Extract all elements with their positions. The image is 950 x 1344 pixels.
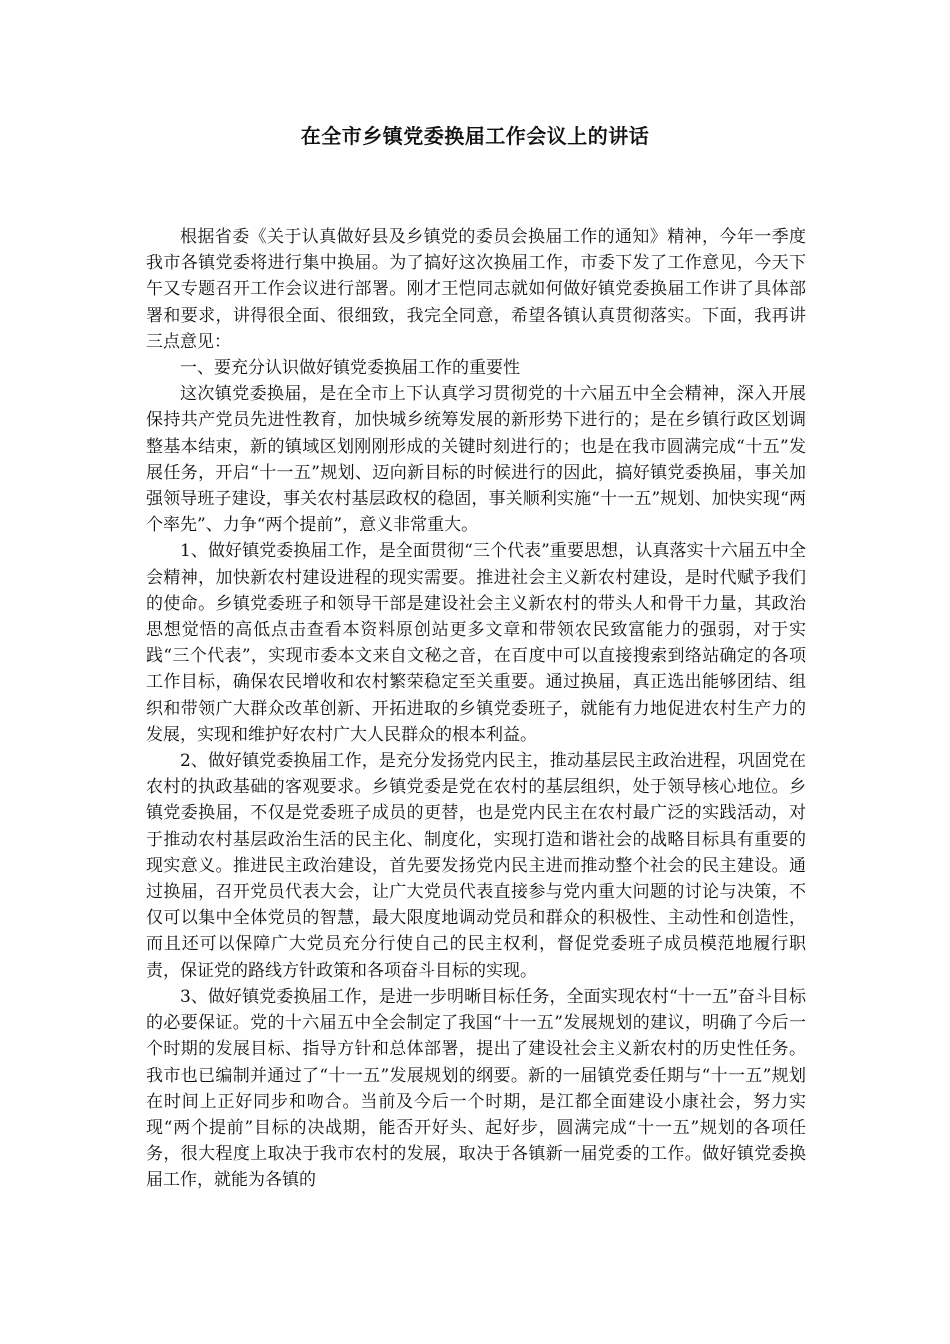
paragraph-context: 这次镇党委换届，是在全市上下认真学习贯彻党的十六届五中全会精神，深入开展保持共产党员先进性教育，加快城乡统筹发展的新形势下进行的；是在乡镇行政区划调整基本结束，新的镇域区划刚刚形成的关键时刻进行的；也是在我市圆满完成“十五”发展任务，开启“十一五”规划、迈向新目标的时候进行的因此，搞好镇党委换届，事关加强领导班子建设，事关农村基层政权的稳固，事关顺利实施“十一五”规划、加快实现“两个率先”、力争“两个提前”，意义非常重大。 <box>146 384 806 536</box>
paragraph-intro: 根据省委《关于认真做好县及乡镇党的委员会换届工作的通知》精神，今年一季度我市各镇党委将进行集中换届。为了搞好这次换届工作，市委下发了工作意见，今天下午又专题召开工作会议进行部署。刚才王恺同志就如何做好镇党委换届工作讲了具体部署和要求，讲得很全面、很细致，我完全同意，希望各镇认真贯彻落实。下面，我再讲三点意见： <box>146 227 806 352</box>
paragraph-point-1: 1、做好镇党委换届工作，是全面贯彻“三个代表”重要思想，认真落实十六届五中全会精神，加快新农村建设进程的现实需要。推进社会主义新农村建设，是时代赋予我们的使命。乡镇党委班子和领导干部是建设社会主义新农村的带头人和骨干力量，其政治思想觉悟的高低点击查看本资料原创站更多文章和带领农民致富能力的强弱，对于实践“三个代表”，实现市委本文来自文秘之音，在百度中可以直接搜索到络站确定的各项工作目标，确保农民增收和农村繁荣稳定至关重要。通过换届，真正选出能够团结、组织和带领广大群众改革创新、开拓进取的乡镇党委班子，就能有力地促进农村生产力的发展，实现和维护好农村广大人民群众的根本利益。 <box>146 541 806 745</box>
document-title: 在全市乡镇党委换届工作会议上的讲话 <box>300 124 650 148</box>
paragraph-point-3: 3、做好镇党委换届工作，是进一步明晰目标任务，全面实现农村“十一五”奋斗目标的必要保证。党的十六届五中全会制定了我国“十一五”发展规划的建议，明确了今后一个时期的发展目标、指导方针和总体部署，提出了建设社会主义新农村的历史性任务。我市也已编制并通过了“十一五”发展规划的纲要。新的一届镇党委任期与“十一五”规划在时间上正好同步和吻合。当前及今后一个时期，是江都全面建设小康社会，努力实现“两个提前”目标的决战期，能否开好头、起好步，圆满完成“十一五”规划的各项任务，很大程度上取决于我市农村的发展，取决于各镇新一届党委的工作。做好镇党委换届工作，就能为各镇的 <box>146 986 806 1191</box>
document-body <box>146 224 806 1194</box>
paragraph-point-2: 2、做好镇党委换届工作，是充分发扬党内民主，推动基层民主政治进程，巩固党在农村的执政基础的客观要求。乡镇党委是党在农村的基层组织，处于领导核心地位。乡镇党委换届，不仅是党委班子成员的更替，也是党内民主在农村最广泛的实践活动，对于推动农村基层政治生活的民主化、制度化，实现打造和谐社会的战略目标具有重要的现实意义。推进民主政治建设，首先要发扬党内民主进而推动整个社会的民主建设。通过换届，召开党员代表大会，让广大党员代表直接参与党内重大问题的讨论与决策，不仅可以集中全体党员的智慧，最大限度地调动党员和群众的积极性、主动性和创造性，而且还可以保障广大党员充分行使自己的民主权利，督促党委班子成员模范地履行职责，保证党的路线方针政策和各项奋斗目标的实现。 <box>146 751 806 981</box>
section-heading-1: 一、要充分认识做好镇党委换届工作的重要性 <box>180 358 520 379</box>
